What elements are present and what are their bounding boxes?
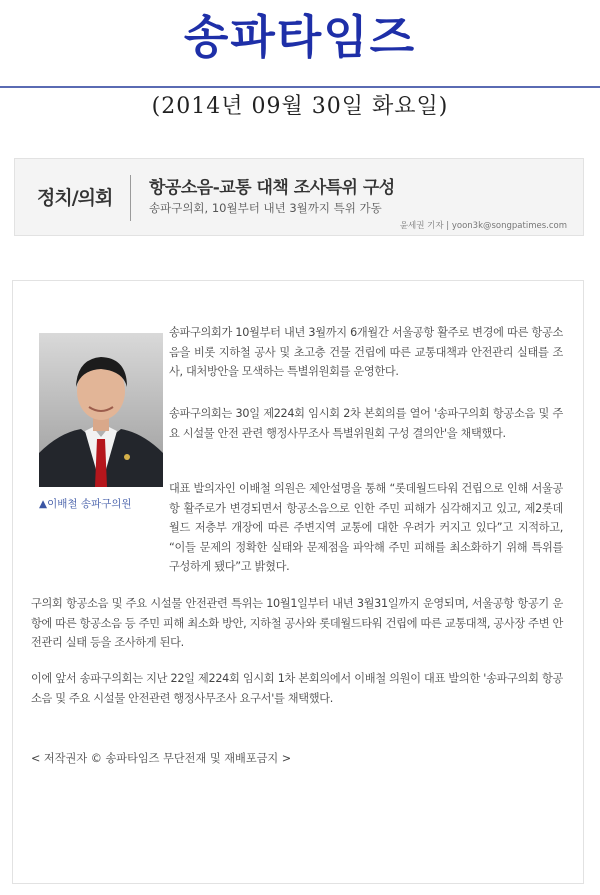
paragraph-4: 구의회 항공소음 및 주요 시설물 안전관련 특위는 10월1일부터 내년 3월31일까지 운영되며, 서울공항 항공기 운항에 따른 항공소음 등 주민 피해 최소화 방안, 지하철 공사와 롯데월드타워 건립에 따른 교통대책, 공사장 주변 안전관리 실태 등을 조사하게 된다. xyxy=(31,597,563,649)
copyright-notice: < 저작권자 © 송파타임즈 무단전재 및 재배포금지 > xyxy=(31,752,292,765)
paragraph-5: 이에 앞서 송파구의회는 지난 22일 제224회 임시회 1차 본회의에서 이배철 의원이 대표 발의한 '송파구의회 항공소음 및 주요 시설물 안전관련 행정사무조사 요구서'를 채택했다. xyxy=(31,672,563,705)
article-subheadline: 송파구의회, 10월부터 내년 3월까지 특위 가동 xyxy=(149,201,382,215)
byline: 윤세권 기자 | yoon3k@songpatimes.com xyxy=(399,221,567,231)
paragraph-2: 송파구의회는 30일 제224회 임시회 2차 본회의를 열어 '송파구의회 항공소음 및 주요 시설물 안전 관련 행정사무조사 특별위원회 구성 결의안'을 채택했다. xyxy=(169,407,563,440)
paragraph-3-start: 대표 발의자인 이배철 의원은 제안설명을 통해 “롯데월드타워 건립으로 인해 서울공항 활주로가 변경되면서 항공소음으로 인한 주민 피해가 심각해지고 있고, 제2롯데월드 저층부 개장에 따른 주변지역 교통에 대한 우려가 커지고 있다”고 지적하고, “이들 문제의 정확한 실태와 문제점을 파악해 주민 피해를 최소화하기 위해 특위를 구성하게 됐다”고 밝혔다. xyxy=(169,482,563,573)
paragraph-1: 송파구의회가 10월부터 내년 3월까지 6개월간 서울공항 활주로 변경에 따른 항공소음을 비롯 지하철 공사 및 초고층 건물 건립에 따른 교통대책과 안전관리 실태를 조사, 대처방안을 모색하는 특별위원회를 운영한다. xyxy=(169,326,563,378)
photo-caption: ▲이배철 송파구의원 xyxy=(39,498,132,510)
reporter-photo xyxy=(39,333,163,487)
article-header xyxy=(14,158,584,236)
portrait-image xyxy=(39,333,163,487)
masthead-divider xyxy=(0,86,600,88)
article-headline: 항공소음-교통 대책 조사특위 구성 xyxy=(149,178,395,198)
publication-date: (2014년 09월 30일 화요일) xyxy=(151,94,449,119)
site-logo[interactable]: 송파타임즈 xyxy=(183,10,417,64)
section-label: 정치/의회 xyxy=(37,187,113,209)
masthead xyxy=(0,0,600,86)
header-divider xyxy=(130,175,131,221)
article-body xyxy=(12,280,584,884)
